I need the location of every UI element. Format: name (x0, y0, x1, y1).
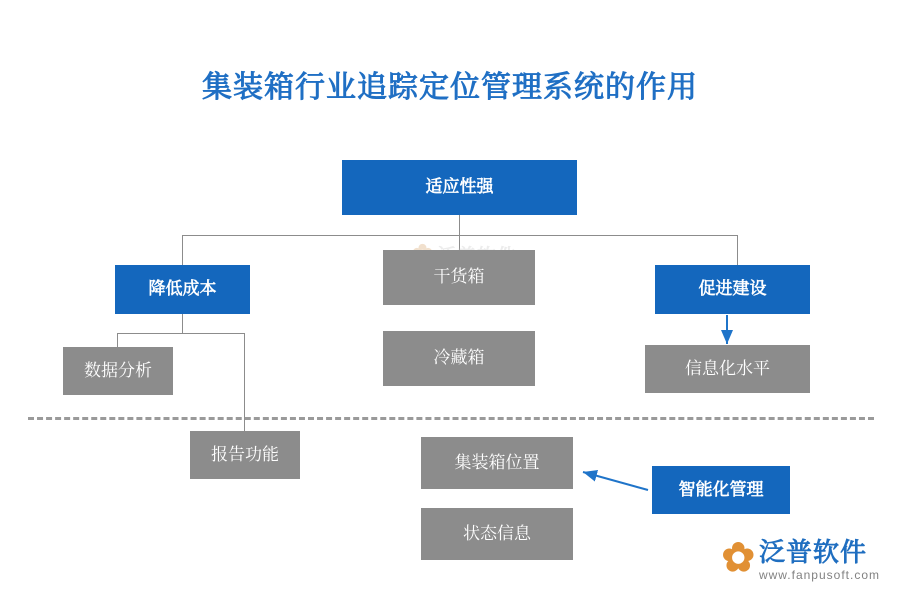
node-refrigerated-container[interactable]: 冷藏箱 (383, 331, 535, 386)
brand-logo (721, 538, 880, 582)
node-reduce-cost[interactable]: 降低成本 (115, 265, 250, 314)
node-container-position[interactable]: 集装箱位置 (421, 437, 573, 489)
node-dry-container[interactable]: 干货箱 (383, 250, 535, 305)
node-status-info[interactable]: 状态信息 (421, 508, 573, 560)
node-root[interactable]: 适应性强 (342, 160, 577, 215)
node-data-analysis[interactable]: 数据分析 (63, 347, 173, 395)
node-smart-management[interactable]: 智能化管理 (652, 466, 790, 514)
flower-logo-icon: ✿ (721, 536, 755, 580)
brand-name: 泛普软件 (758, 537, 867, 567)
brand-url: www.fanpusoft.com (758, 568, 880, 582)
node-promote-construction[interactable]: 促进建设 (655, 265, 810, 314)
page-title: 集装箱行业追踪定位管理系统的作用 (202, 71, 698, 104)
connector-reduce-cost-down (182, 314, 183, 333)
dashed-divider (28, 417, 874, 420)
node-informatization-level[interactable]: 信息化水平 (645, 345, 810, 393)
node-report-function[interactable]: 报告功能 (190, 431, 300, 479)
connector-reduce-cost-bus (117, 333, 245, 334)
connector-to-data-analysis (117, 333, 118, 347)
connector-to-reduce-cost (182, 235, 183, 265)
connector-to-promote-construction (737, 235, 738, 265)
